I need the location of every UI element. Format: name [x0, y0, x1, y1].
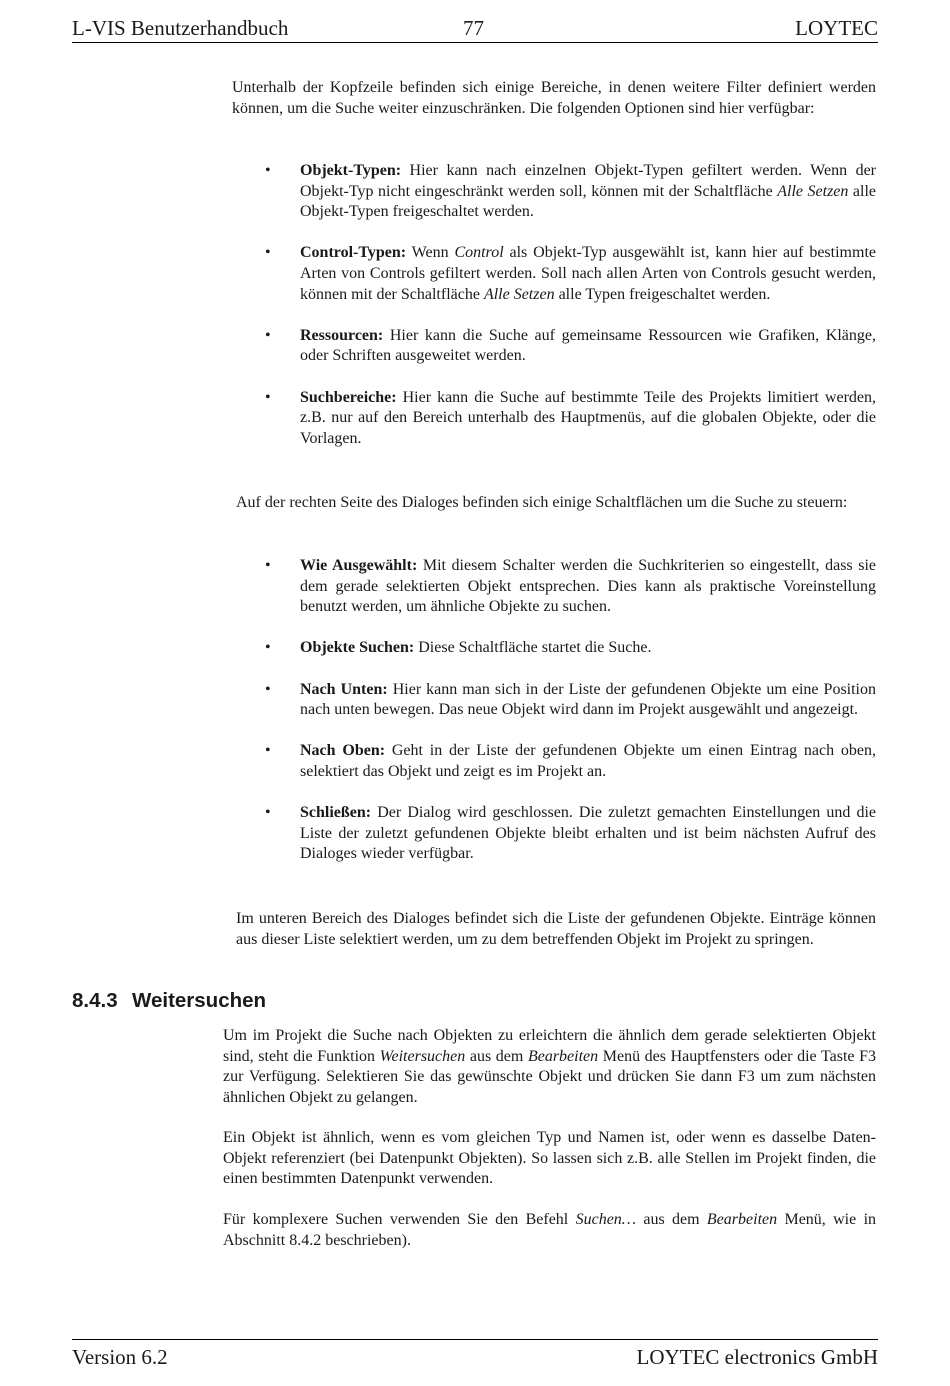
list-item: • Nach Unten: Hier kann man sich in der Liste der gefundenen Objekte um eine Position nach unten bewegen. Das neue Objekt wird dann im Projekt ausgewählt und angezeigt. — [265, 680, 877, 719]
section-heading — [72, 989, 266, 1013]
buttons-intro-paragraph: Auf der rechten Seite des Dialoges befinden sich einige Schaltflächen um die Suche zu steuern: — [236, 494, 848, 511]
bullet-icon: • — [265, 388, 271, 406]
find-next-paragraph: Um im Projekt die Suche nach Objekten zu erleichtern die ähnlich dem gerade selektierten Objekt sind, steht die Funktion Weitersuchen aus dem Bearbeiten Menü des Hauptfensters oder die Taste F3 zur Verfügung. Selektieren Sie das gewünschte Objekt und drücken Sie dann F3 um zum nächsten ähnlichen Objekt zu gelangen. — [223, 1027, 876, 1106]
list-item: • Schließen: Der Dialog wird geschlossen. Die zuletzt gemachten Einstellungen und die Liste der zuletzt gefundenen Objekte bleibt erhalten und ist beim nächsten Aufruf des Dialoges wieder verfügbar. — [265, 804, 876, 863]
bullet-icon: • — [265, 680, 271, 698]
list-item: • Control-Typen: Wenn Control als Objekt-Typ ausgewählt ist, kann hier auf bestimmte Arten von Controls gefiltert werden. Soll nach allen Arten von Controls gesucht werden, können mit der Schaltfläche Alle Setzen alle Typen freigeschaltet werden. — [265, 244, 876, 303]
list-item: • Ressourcen: Hier kann die Suche auf gemeinsame Ressourcen wie Grafiken, Klänge, oder Schriften ausgeweitet werden. — [265, 326, 876, 365]
option-term: Suchbereiche: — [300, 388, 397, 406]
page-footer — [72, 1339, 878, 1376]
bullet-icon: • — [265, 162, 271, 179]
page-number: 77 — [463, 16, 484, 40]
option-term: Schließen: — [300, 804, 372, 822]
publisher-label: LOYTEC electronics GmbH — [636, 1345, 878, 1369]
bullet-icon: • — [265, 639, 271, 657]
list-item: • Objekt-Typen: Hier kann nach einzelnen Objekt-Typen gefiltert werden. Wenn der Objekt-Typ nicht eingeschränkt werden soll, können mit der Schaltfläche Alle Setzen alle Objekt-Typen freigeschaltet werden. — [265, 162, 877, 221]
button-options-list — [232, 556, 876, 865]
list-item: • Suchbereiche: Hier kann die Suche auf bestimmte Teile des Projekts limitiert werden, z.B. nur auf den Bereich unterhalb des Hauptmenüs, auf die globalen Objekte, oder die Vorlagen. — [265, 388, 876, 447]
bullet-icon: • — [265, 557, 271, 574]
company-name: LOYTEC — [795, 16, 878, 40]
complex-search-paragraph: Für komplexere Suchen verwenden Sie den Befehl Suchen… aus dem Bearbeiten Menü, wie in Abschnitt 8.4.2 beschrieben). — [223, 1211, 877, 1249]
section-title: Weitersuchen — [132, 989, 267, 1012]
intro-paragraph: Unterhalb der Kopfzeile befinden sich einige Bereiche, in denen weitere Filter definiert werden können, um die Suche weiter einzuschränken. Die folgenden Optionen sind hier verfügbar: — [232, 79, 876, 117]
manual-title: L-VIS Benutzerhandbuch — [72, 16, 289, 40]
page-header — [72, 14, 878, 43]
section-number: 8.4.3 — [72, 989, 118, 1012]
filter-options-list — [232, 161, 876, 449]
bullet-icon: • — [265, 244, 271, 262]
similarity-paragraph: Ein Objekt ist ähnlich, wenn es vom gleichen Typ und Namen ist, oder wenn es dasselbe Daten-Objekt referenziert (bei Datenpunkt Objekten). So lassen sich z.B. alle Stellen im Projekt finden, die einen bestimmten Datenpunkt verwenden. — [223, 1129, 876, 1188]
option-term: Nach Unten: — [300, 680, 388, 698]
option-term: Wie Ausgewählt: — [300, 557, 418, 574]
bullet-icon: • — [265, 326, 271, 344]
list-item: • Objekte Suchen: Diese Schaltfläche startet die Suche. — [232, 638, 876, 659]
bullet-icon: • — [265, 804, 271, 822]
option-term: Nach Oben: — [300, 742, 386, 760]
option-term: Objekt-Typen: — [300, 162, 402, 179]
list-item: • Wie Ausgewählt: Mit diesem Schalter werden die Suchkriterien so eingestellt, dass sie dem gerade selektierten Objekt entsprechen. Dies kann als praktische Voreinstellung benutzt werden, um ähnliche Objekte zu suchen. — [265, 557, 877, 616]
option-term: Ressourcen: — [300, 326, 384, 344]
option-term: Objekte Suchen: — [300, 639, 415, 657]
bullet-icon: • — [265, 742, 271, 760]
option-term: Control-Typen: — [300, 244, 407, 262]
results-list-paragraph: Im unteren Bereich des Dialoges befindet sich die Liste der gefundenen Objekte. Einträge können aus dieser Liste selektiert werden, um zu dem betreffenden Objekt im Projekt zu springen. — [236, 910, 876, 948]
version-label: Version 6.2 — [72, 1345, 168, 1369]
list-item: • Nach Oben: Geht in der Liste der gefundenen Objekte um einen Eintrag nach oben, selektiert das Objekt und zeigt es im Projekt an. — [265, 742, 876, 780]
